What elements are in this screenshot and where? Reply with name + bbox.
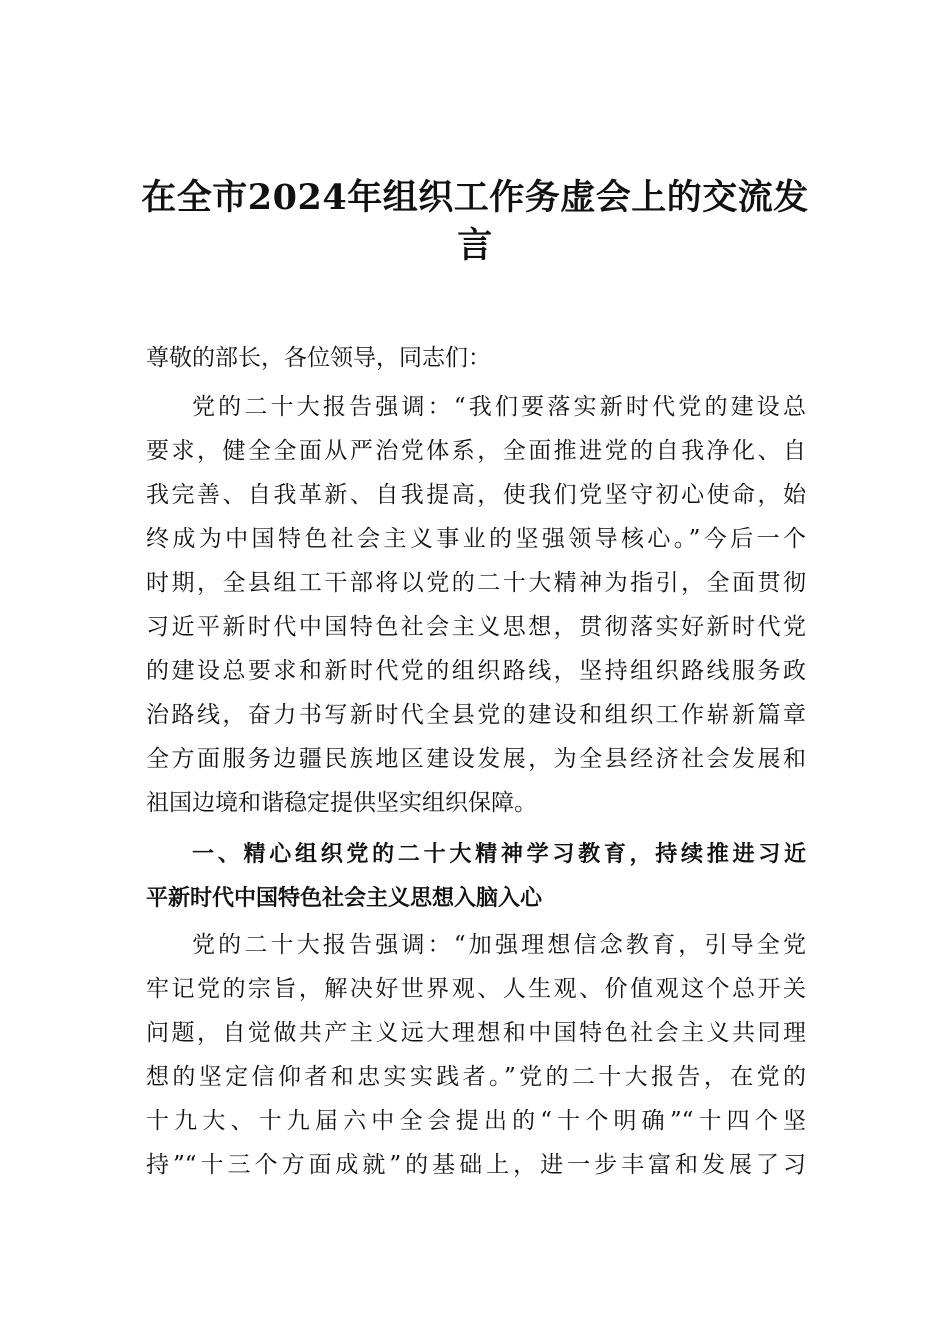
paragraph-1-line: 我完善、自我革新、自我提高，使我们党坚守初心使命，始 <box>146 482 806 508</box>
paragraph-1-line: 时期，全县组工干部将以党的二十大精神为指引，全面贯彻 <box>146 570 806 596</box>
paragraph-2-line: 党的二十大报告强调：“加强理想信念教育，引导全党 <box>192 932 806 958</box>
section-heading-line: 一、精心组织党的二十大精神学习教育，持续推进习近 <box>192 842 806 867</box>
document-title-line-2: 言 <box>457 225 493 266</box>
salutation: 尊敬的部长，各位领导，同志们： <box>146 345 491 371</box>
paragraph-1-line: 终成为中国特色社会主义事业的坚强领导核心。”今后一个 <box>146 526 806 552</box>
paragraph-1-line: 党的二十大报告强调：“我们要落实新时代党的建设总 <box>192 394 806 420</box>
paragraph-2-line: 问题，自觉做共产主义远大理想和中国特色社会主义共同理 <box>146 1020 806 1046</box>
paragraph-1-line: 治路线，奋力书写新时代全县党的建设和组织工作崭新篇章 <box>146 702 806 728</box>
paragraph-2-line: 十九大、十九届六中全会提出的“十个明确”“十四个坚 <box>146 1108 806 1134</box>
document-title-line-1: 在全市2024年组织工作务虚会上的交流发 <box>141 177 809 218</box>
paragraph-1-line: 要求，健全全面从严治党体系，全面推进党的自我净化、自 <box>146 438 806 464</box>
paragraph-2-line: 持”“十三个方面成就”的基础上，进一步丰富和发展了习 <box>146 1152 806 1178</box>
paragraph-1-line: 习近平新时代中国特色社会主义思想，贯彻落实好新时代党 <box>146 614 806 640</box>
paragraph-1-line: 的建设总要求和新时代党的组织路线，坚持组织路线服务政 <box>146 658 806 684</box>
paragraph-1-line: 全方面服务边疆民族地区建设发展，为全县经济社会发展和 <box>146 746 806 772</box>
section-heading-line: 平新时代中国特色社会主义思想入脑入心 <box>146 886 543 911</box>
paragraph-2-line: 想的坚定信仰者和忠实实践者。”党的二十大报告，在党的 <box>146 1064 806 1090</box>
paragraph-1-line: 祖国边境和谐稳定提供坚实组织保障。 <box>146 790 537 816</box>
paragraph-2-line: 牢记党的宗旨，解决好世界观、人生观、价值观这个总开关 <box>146 976 806 1002</box>
